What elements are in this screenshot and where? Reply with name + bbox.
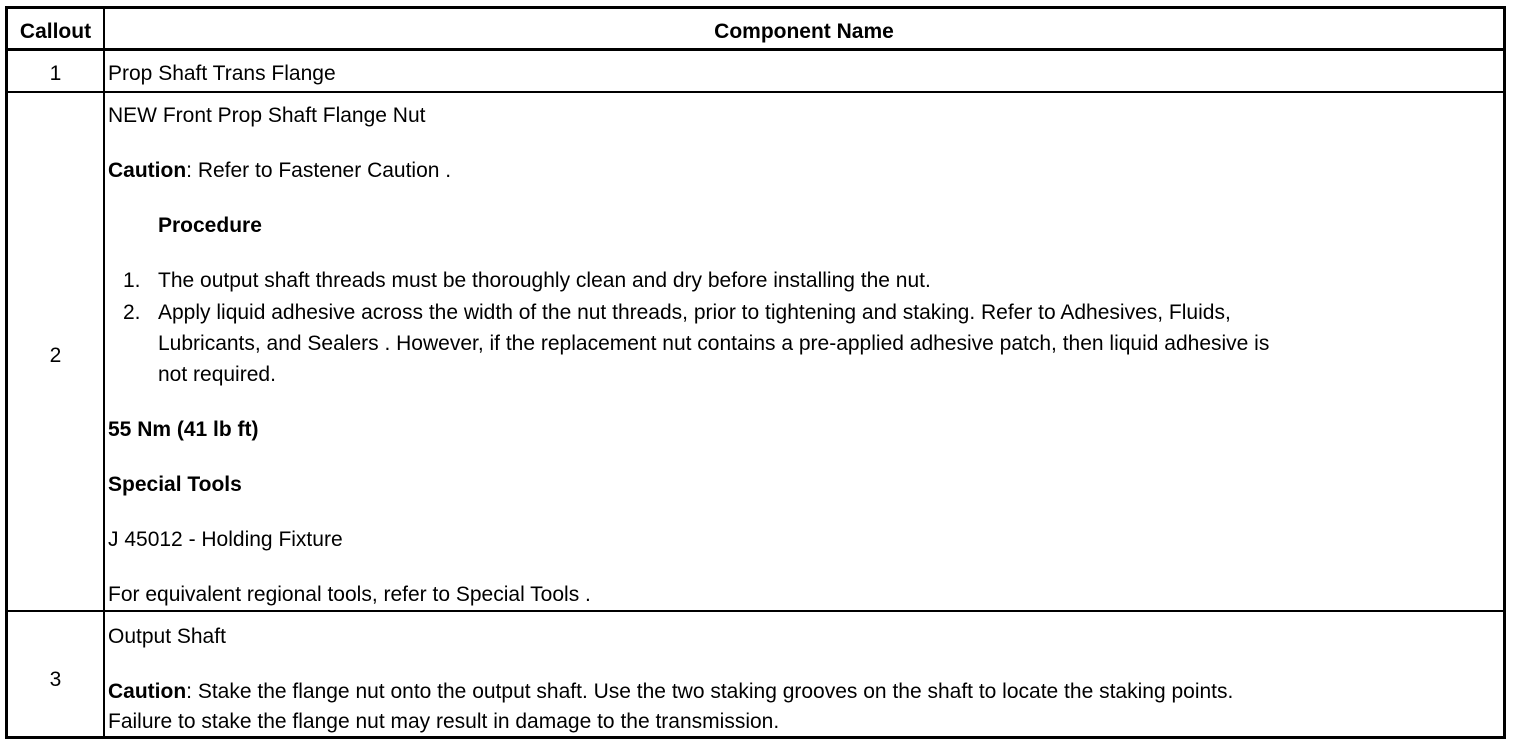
row-2-caution (108, 160, 451, 181)
row-3-callout: 3 (49, 668, 62, 691)
step-text: Apply liquid adhesive across the width of the nut threads, prior to tightening and staking. Refer to Adhesives, Fluids, (158, 301, 1231, 324)
row-2-component-name: NEW Front Prop Shaft Flange Nut (108, 104, 426, 127)
header-divider (8, 48, 1503, 51)
step-number: 2. (123, 301, 141, 324)
caution-text: : Stake the flange nut onto the output shaft. Use the two staking grooves on the shaft to locate the staking points. (186, 680, 1234, 703)
step-number: 1. (123, 269, 141, 292)
step-2-line-2: Lubricants, and Sealers . However, if the replacement nut contains a pre-applied adhesive patch, then liquid adhesive is (158, 332, 1270, 355)
equivalent-tools-note: For equivalent regional tools, refer to Special Tools . (108, 583, 591, 606)
row-divider-1 (8, 91, 1503, 93)
special-tools-heading: Special Tools (108, 473, 242, 496)
caution-label: Caution (108, 680, 187, 703)
caution-text: : Refer to Fastener Caution . (186, 159, 452, 182)
component-table (5, 6, 1506, 739)
row-2-callout: 2 (49, 344, 62, 367)
row-1-callout: 1 (49, 62, 62, 85)
torque-spec: 55 Nm (41 lb ft) (108, 418, 259, 441)
header-component-name: Component Name (714, 20, 894, 43)
row-1-component-name: Prop Shaft Trans Flange (108, 62, 336, 85)
row-3-caution-line-2: Failure to stake the flange nut may result in damage to the transmission. (108, 710, 780, 733)
row-3-component-name: Output Shaft (108, 625, 226, 648)
column-divider (103, 9, 105, 736)
procedure-heading: Procedure (158, 214, 262, 237)
special-tool-item: J 45012 - Holding Fixture (108, 528, 343, 551)
step-2-line-3: not required. (158, 363, 276, 386)
row-divider-2 (8, 610, 1503, 612)
step-text: The output shaft threads must be thoroughly clean and dry before installing the nut. (158, 269, 931, 292)
caution-label: Caution (108, 159, 187, 182)
header-callout: Callout (19, 20, 92, 43)
row-3-caution (108, 681, 1233, 702)
